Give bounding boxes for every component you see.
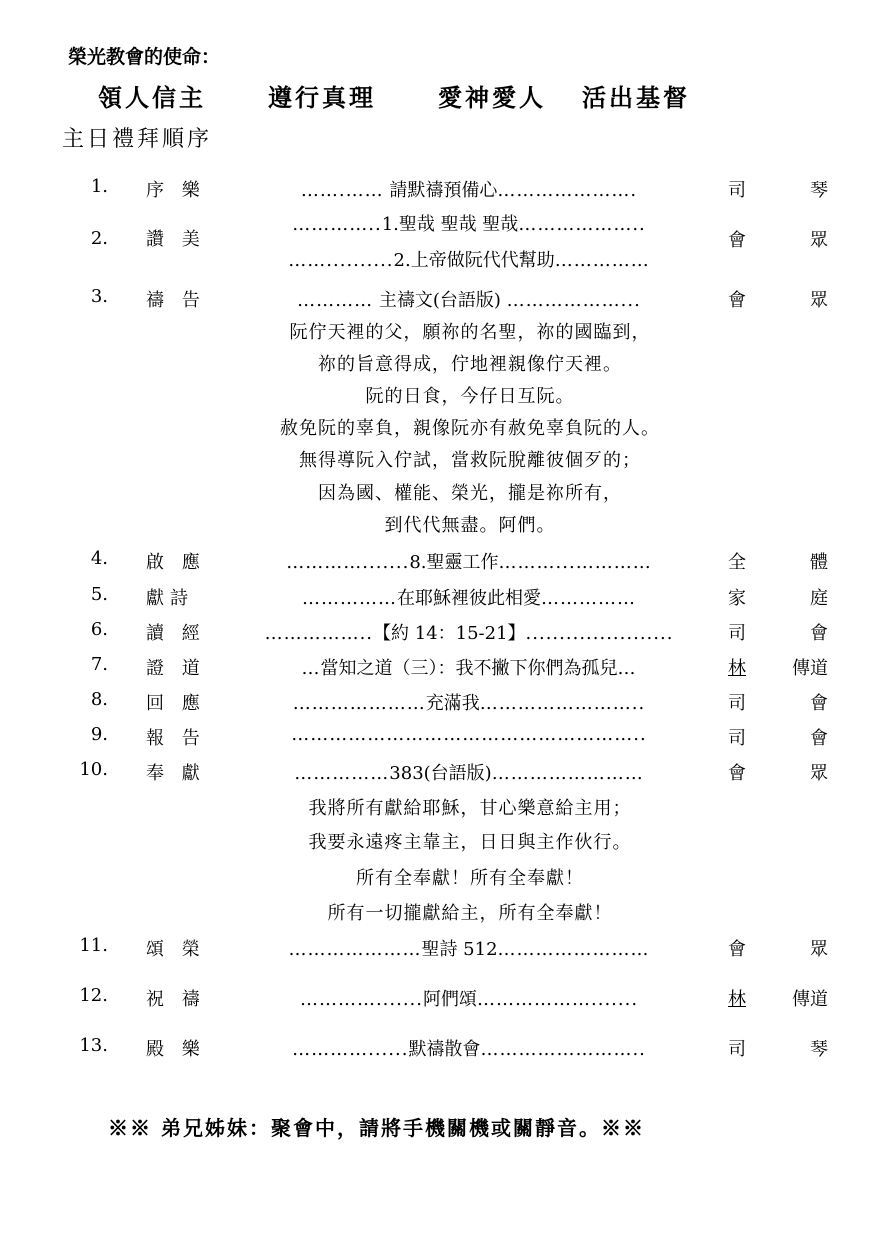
item-detail: ……………在耶穌裡彼此相愛……………: [302, 588, 636, 609]
item-detail: …………......默禱散會……………………..: [292, 1039, 646, 1060]
item-number: 9.: [90, 724, 108, 745]
mission-item: 愛神愛人: [438, 83, 546, 112]
hymn-line: 所有一切攏獻給主，所有全奉獻！: [327, 903, 613, 924]
item-leader: 家 庭: [728, 588, 828, 609]
worship-item-offering: [0, 753, 878, 785]
item-name: 讚 美: [146, 229, 206, 250]
item-detail: …當知之道（三）：我不撇下你們為孤兒…: [301, 658, 637, 679]
item-leader: 林 傳道: [728, 658, 828, 679]
item-name: 報 告: [146, 728, 206, 749]
worship-item-response: [0, 683, 878, 715]
mission-title: 榮光教會的使命：: [68, 46, 221, 68]
worship-item-prelude: [0, 170, 878, 202]
item-leader: 林 傳道: [728, 989, 828, 1010]
hymn-line: 我將所有獻給耶穌，甘心樂意給主用；: [308, 798, 632, 819]
item-number: 13.: [79, 1035, 108, 1056]
item-detail: ………….......阿們頌……………….......: [299, 989, 639, 1010]
item-number: 4.: [90, 548, 108, 569]
item-name: 證 道: [146, 658, 206, 679]
item-number: 11.: [79, 935, 108, 956]
worship-item-announcements: [0, 718, 878, 750]
worship-item-praise: [0, 210, 878, 276]
prayer-line: 赦免阮的辜負，親像阮亦有赦免辜負阮的人。: [280, 418, 660, 439]
item-leader: 全 體: [728, 552, 828, 573]
item-name: 讀 經: [146, 623, 206, 644]
item-number: 12.: [79, 985, 108, 1006]
item-number: 10.: [79, 759, 108, 780]
item-number: 8.: [90, 689, 108, 710]
item-detail: ………….......8.聖靈工作………...…………: [286, 552, 652, 573]
item-detail: ……………..【約 14：15-21】......................: [264, 623, 674, 644]
item-number: 2.: [90, 228, 108, 249]
item-name: 禱 告: [146, 290, 206, 311]
worship-item-prayer: [0, 280, 878, 312]
mission-item: 活出基督: [582, 83, 690, 112]
item-detail: …….…… 請默禱預備心………………….: [300, 180, 638, 201]
item-number: 1.: [90, 176, 108, 197]
item-name: 序 樂: [146, 180, 206, 201]
item-detail: ………… 主禱文(台語版) ………………...: [297, 290, 641, 311]
worship-item-doxology: [0, 929, 878, 961]
item-leader: 司 會: [728, 623, 828, 644]
item-number: 7.: [90, 654, 108, 675]
item-name: 奉 獻: [146, 763, 206, 784]
mission-item: 領人信主: [98, 83, 206, 112]
item-leader: 司 琴: [728, 1039, 828, 1060]
prayer-line: 到代代無盡。阿們。: [384, 515, 556, 536]
worship-item-anthem: [0, 578, 878, 610]
prayer-line: 阮的日食，今仔日互阮。: [365, 386, 575, 407]
worship-item-scripture: [0, 613, 878, 645]
item-name: 獻詩: [146, 588, 194, 609]
item-number: 3.: [90, 286, 108, 307]
item-leader: 會 眾: [728, 939, 828, 960]
item-detail-line-2: ……..........2.上帝做阮代代幫助……………: [288, 250, 650, 271]
item-name: 祝 禱: [146, 989, 206, 1010]
item-leader: 會 眾: [728, 290, 828, 311]
worship-item-responsive-reading: [0, 542, 878, 574]
prayer-line: 因為國、權能、榮光，攏是祢所有，: [318, 483, 622, 504]
item-leader: 司 會: [728, 693, 828, 714]
prayer-line: 祢的旨意得成，佇地裡親像佇天裡。: [318, 354, 622, 375]
phone-silence-notice: ※※ 弟兄姊妹：聚會中，請將手機關機或關靜音。※※: [108, 1116, 645, 1140]
item-leader: 會 眾: [728, 763, 828, 784]
item-name: 啟 應: [146, 552, 206, 573]
item-detail: ………………………………………………..: [291, 724, 647, 745]
worship-item-benediction: [0, 979, 878, 1011]
item-number: 5.: [90, 584, 108, 605]
item-leader: 司 琴: [728, 180, 828, 201]
item-name: 頌 榮: [146, 939, 206, 960]
item-detail: …………………充滿我……………………..: [292, 693, 646, 714]
prayer-line: 阮佇天裡的父，願祢的名聖，祢的國臨到，: [289, 322, 651, 343]
item-name: 回 應: [146, 693, 206, 714]
worship-item-postlude: [0, 1029, 878, 1061]
item-leader: 會 眾: [728, 230, 828, 251]
hymn-line: 所有全奉獻！所有全奉獻！: [356, 868, 584, 889]
item-number: 6.: [90, 619, 108, 640]
item-leader: 司 會: [728, 728, 828, 749]
item-detail: …………………聖詩 512……………………: [288, 939, 650, 960]
mission-item: 遵行真理: [268, 83, 376, 112]
item-detail: ……………383(台語版)……………………: [294, 763, 644, 784]
order-of-worship-title: 主日禮拜順序: [62, 127, 213, 152]
worship-item-sermon: [0, 648, 878, 680]
item-detail-line-1: …………..1.聖哉 聖哉 聖哉………………..: [292, 214, 646, 235]
prayer-line: 無得導阮入佇試，當救阮脫離彼個歹的；: [299, 450, 641, 471]
mission-statement: [98, 78, 690, 113]
hymn-line: 我要永遠疼主靠主，日日與主作伙行。: [308, 832, 632, 853]
item-name: 殿 樂: [146, 1039, 206, 1060]
